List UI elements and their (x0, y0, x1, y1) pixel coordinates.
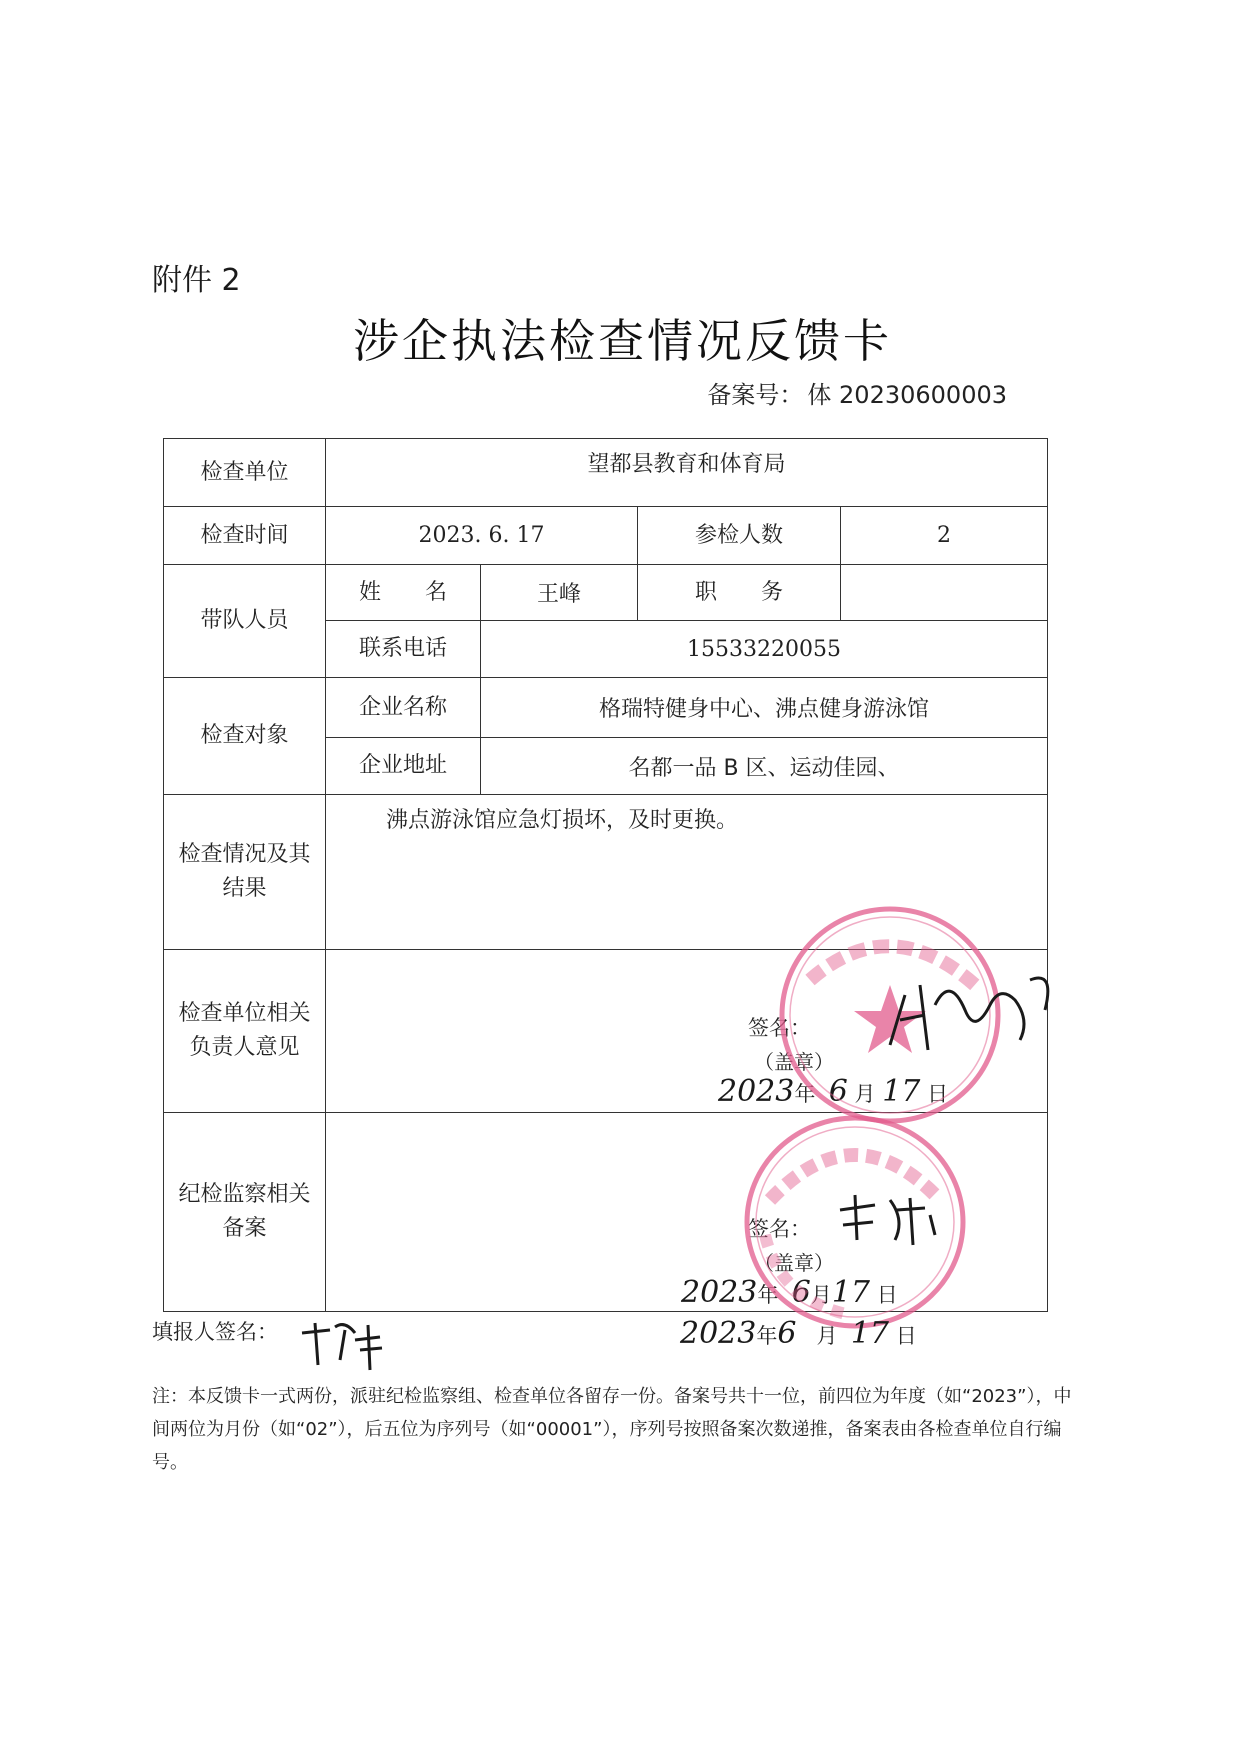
phone-value: 15533220055 (481, 621, 1048, 678)
discipline-year-char: 年 (757, 1283, 779, 1307)
filler-month-char: 月 (816, 1324, 838, 1348)
unit-signature (880, 965, 1060, 1065)
filler-date (680, 1316, 917, 1351)
filler-day-char: 日 (895, 1324, 917, 1348)
filler-year-char: 年 (756, 1324, 778, 1348)
inspection-unit-value: 望都县教育和体育局 (326, 439, 1048, 507)
unit-sign-month: 6 (828, 1074, 848, 1109)
participants-value: 2 (841, 507, 1048, 565)
filler-day: 17 (850, 1316, 890, 1351)
unit-seal-label: （盖章） (754, 1050, 834, 1074)
unit-opinion-label-line1: 检查单位相关 (178, 1001, 311, 1026)
result-label-line2: 结果 (222, 876, 267, 901)
discipline-sign-month: 6 (791, 1275, 811, 1310)
company-name-value: 格瑞特健身中心、沸点健身游泳馆 (481, 678, 1048, 738)
unit-opinion-label (164, 950, 326, 1113)
discipline-sign-label: 签名： (748, 1217, 811, 1241)
filler-year: 2023 (680, 1316, 757, 1351)
inspection-time-value: 2023. 6. 17 (326, 507, 638, 565)
record-label: 备案号： (707, 381, 804, 409)
company-name-label: 企业名称 (326, 678, 481, 738)
unit-sign-label: 签名： (748, 1016, 811, 1040)
result-text: 沸点游泳馆应急灯损坏，及时更换。 (326, 795, 1048, 950)
discipline-sign-year: 2023 (681, 1275, 758, 1310)
discipline-sign-day: 17 (831, 1275, 870, 1310)
position-label: 职 务 (638, 565, 841, 621)
attachment-label: 附件 2 (152, 263, 241, 298)
participants-label: 参检人数 (638, 507, 841, 565)
discipline-seal-label: （盖章） (754, 1251, 834, 1275)
inspection-time-label: 检查时间 (164, 507, 326, 565)
unit-opinion-label-line2: 负责人意见 (189, 1035, 300, 1060)
discipline-label-line2: 备案 (222, 1216, 267, 1241)
leader-name-value: 王峰 (481, 565, 638, 621)
unit-day-char: 日 (927, 1082, 949, 1106)
unit-year-char: 年 (794, 1082, 816, 1106)
company-address-value: 名都一品 B 区、运动佳园、 (481, 738, 1048, 795)
unit-sign-day: 17 (882, 1074, 921, 1109)
company-address-label: 企业地址 (326, 738, 481, 795)
filler-month: 6 (777, 1316, 797, 1351)
phone-label: 联系电话 (326, 621, 481, 678)
result-label (164, 795, 326, 950)
discipline-signature (835, 1190, 945, 1250)
record-value: 体 20230600003 (807, 381, 1007, 409)
discipline-day-char: 日 (876, 1283, 898, 1307)
result-label-line1: 检查情况及其 (178, 842, 311, 867)
record-number (707, 375, 1007, 410)
name-label: 姓 名 (326, 565, 481, 621)
footer-note: 注：本反馈卡一式两份，派驻纪检监察组、检查单位各留存一份。备案号共十一位，前四位为年度（如“2023”），中间两位为月份（如“02”），后五位为序列号（如“00001”），序列号按照备案次数递推，备案表由各检查单位自行编号。 (152, 1386, 1072, 1473)
discipline-month-char: 月 (810, 1283, 832, 1307)
page-title: 涉企执法检查情况反馈卡 (353, 314, 892, 368)
discipline-label-line1: 纪检监察相关 (178, 1182, 311, 1207)
leader-position-value (841, 565, 1048, 621)
inspection-unit-label: 检查单位 (164, 439, 326, 507)
unit-month-char: 月 (854, 1082, 876, 1106)
team-leader-label: 带队人员 (164, 565, 326, 678)
discipline-label (164, 1113, 326, 1312)
filler-signature (300, 1315, 390, 1375)
filler-signature-label: 填报人签名： (152, 1320, 278, 1344)
unit-sign-year: 2023 (718, 1074, 795, 1109)
target-label: 检查对象 (164, 678, 326, 795)
